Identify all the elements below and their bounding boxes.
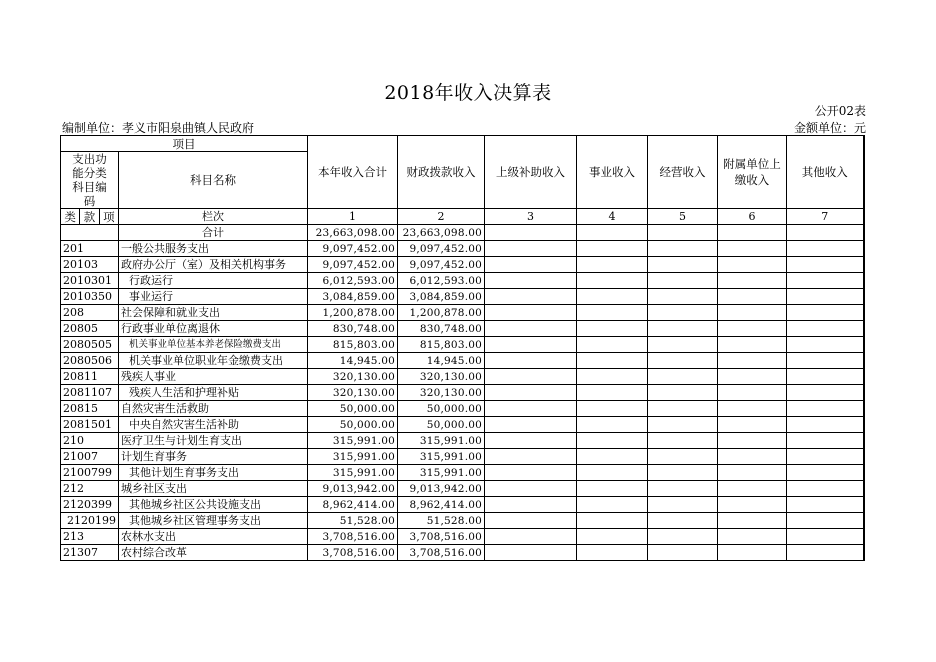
col-number-1: 1 [308, 209, 398, 225]
row-amount-2: 50,000.00 [398, 417, 485, 433]
row-amount-7 [787, 401, 864, 417]
row-amount-4 [577, 273, 648, 289]
header-col-6 [718, 136, 787, 209]
header-lei: 类 [61, 209, 80, 225]
row-amount-7 [787, 369, 864, 385]
header-col-3: 上级补助收入 [485, 136, 577, 209]
row-amount-6 [718, 289, 787, 305]
row-amount-7 [787, 497, 864, 513]
row-amount-1: 8,962,414.00 [308, 497, 398, 513]
row-subject-name: 行政事业单位离退休 [119, 321, 308, 337]
row-amount-3 [485, 321, 577, 337]
income-table [60, 135, 865, 561]
row-amount-5 [648, 257, 718, 273]
row-amount-1: 830,748.00 [308, 321, 398, 337]
row-amount-7 [787, 433, 864, 449]
row-amount-2: 815,803.00 [398, 337, 485, 353]
row-amount-1: 815,803.00 [308, 337, 398, 353]
col-number-7: 7 [787, 209, 864, 225]
row-subject-name: 一般公共服务支出 [119, 241, 308, 257]
row-subject-name: 计划生育事务 [119, 449, 308, 465]
row-amount-6 [718, 337, 787, 353]
row-amount-6 [718, 513, 787, 529]
row-amount-6 [718, 545, 787, 561]
row-amount-7 [787, 449, 864, 465]
amount-unit: 金额单位：元 [793, 121, 866, 135]
row-amount-6 [718, 401, 787, 417]
total-c6 [718, 225, 787, 241]
row-amount-6 [718, 273, 787, 289]
row-amount-2: 3,708,516.00 [398, 545, 485, 561]
header-subject-name: 科目名称 [119, 152, 308, 209]
row-subject-name: 其他计划生育事务支出 [119, 465, 308, 481]
header-xiangmu: 项目 [61, 136, 308, 152]
row-subject-name: 行政运行 [119, 273, 308, 289]
row-amount-4 [577, 545, 648, 561]
row-amount-1: 14,945.00 [308, 353, 398, 369]
row-code: 2080506 [61, 353, 119, 369]
header-func-code [61, 152, 119, 209]
total-c1: 23,663,098.00 [308, 225, 398, 241]
table-row [61, 401, 864, 417]
table-code: 公开02表 [814, 104, 866, 118]
report-title: 2018年收入决算表 [384, 82, 552, 104]
row-amount-4 [577, 353, 648, 369]
row-amount-4 [577, 321, 648, 337]
row-amount-6 [718, 241, 787, 257]
row-amount-3 [485, 385, 577, 401]
row-amount-1: 50,000.00 [308, 417, 398, 433]
row-amount-2: 50,000.00 [398, 401, 485, 417]
row-subject-name: 医疗卫生与计划生育支出 [119, 433, 308, 449]
total-c4 [577, 225, 648, 241]
row-code: 20103 [61, 257, 119, 273]
row-amount-7 [787, 353, 864, 369]
row-amount-6 [718, 465, 787, 481]
row-amount-1: 50,000.00 [308, 401, 398, 417]
row-subject-name: 残疾人生活和护理补贴 [119, 385, 308, 401]
row-amount-3 [485, 433, 577, 449]
row-amount-3 [485, 273, 577, 289]
row-amount-2: 315,991.00 [398, 433, 485, 449]
row-code: 21007 [61, 449, 119, 465]
row-code: 2120199 [61, 513, 119, 529]
row-amount-2: 3,084,859.00 [398, 289, 485, 305]
row-code: 20805 [61, 321, 119, 337]
row-amount-6 [718, 353, 787, 369]
table-row [61, 433, 864, 449]
row-subject-name: 自然灾害生活救助 [119, 401, 308, 417]
header-xiang: 项 [99, 209, 118, 225]
row-amount-1: 320,130.00 [308, 369, 398, 385]
row-amount-7 [787, 241, 864, 257]
row-amount-5 [648, 417, 718, 433]
row-amount-5 [648, 289, 718, 305]
row-amount-3 [485, 481, 577, 497]
prepared-by: 编制单位：孝义市阳泉曲镇人民政府 [62, 121, 255, 135]
row-subject-name: 农林水支出 [119, 529, 308, 545]
header-row-4 [61, 209, 864, 225]
row-amount-5 [648, 353, 718, 369]
row-amount-1: 3,084,859.00 [308, 289, 398, 305]
row-amount-2: 6,012,593.00 [398, 273, 485, 289]
row-amount-1: 315,991.00 [308, 433, 398, 449]
row-amount-3 [485, 545, 577, 561]
row-amount-1: 3,708,516.00 [308, 529, 398, 545]
header-col-4: 事业收入 [577, 136, 648, 209]
table-row [61, 353, 864, 369]
row-amount-4 [577, 449, 648, 465]
row-amount-7 [787, 305, 864, 321]
row-subject-name: 事业运行 [119, 289, 308, 305]
row-subject-name: 城乡社区支出 [119, 481, 308, 497]
row-amount-4 [577, 513, 648, 529]
row-amount-4 [577, 433, 648, 449]
row-code: 2100799 [61, 465, 119, 481]
table-row [61, 241, 864, 257]
table-row [61, 273, 864, 289]
row-amount-2: 9,013,942.00 [398, 481, 485, 497]
row-amount-5 [648, 273, 718, 289]
row-amount-3 [485, 353, 577, 369]
row-amount-7 [787, 337, 864, 353]
row-subject-name: 农村综合改革 [119, 545, 308, 561]
row-amount-1: 1,200,878.00 [308, 305, 398, 321]
row-amount-4 [577, 497, 648, 513]
row-amount-4 [577, 369, 648, 385]
row-amount-7 [787, 385, 864, 401]
row-subject-name: 机关事业单位职业年金缴费支出 [119, 353, 308, 369]
row-amount-3 [485, 401, 577, 417]
table-row [61, 321, 864, 337]
col-number-4: 4 [577, 209, 648, 225]
row-amount-3 [485, 449, 577, 465]
row-amount-1: 9,097,452.00 [308, 257, 398, 273]
row-amount-5 [648, 433, 718, 449]
row-amount-7 [787, 513, 864, 529]
row-code: 210 [61, 433, 119, 449]
row-amount-6 [718, 529, 787, 545]
row-amount-3 [485, 497, 577, 513]
row-amount-1: 315,991.00 [308, 465, 398, 481]
row-code: 208 [61, 305, 119, 321]
row-amount-5 [648, 481, 718, 497]
row-amount-6 [718, 417, 787, 433]
header-col-6-text: 附属单位上缴收入 [723, 157, 781, 187]
row-amount-5 [648, 545, 718, 561]
row-amount-4 [577, 529, 648, 545]
row-amount-7 [787, 529, 864, 545]
table-row [61, 465, 864, 481]
row-amount-4 [577, 289, 648, 305]
row-amount-5 [648, 305, 718, 321]
row-amount-4 [577, 481, 648, 497]
table-row [61, 417, 864, 433]
row-amount-6 [718, 305, 787, 321]
row-amount-7 [787, 545, 864, 561]
row-amount-2: 315,991.00 [398, 449, 485, 465]
row-subject-name: 中央自然灾害生活补助 [119, 417, 308, 433]
row-code: 21307 [61, 545, 119, 561]
row-amount-3 [485, 529, 577, 545]
row-subject-name: 其他城乡社区公共设施支出 [119, 497, 308, 513]
row-amount-5 [648, 337, 718, 353]
total-c7 [787, 225, 864, 241]
row-amount-3 [485, 257, 577, 273]
total-label: 合计 [119, 225, 308, 241]
row-amount-2: 51,528.00 [398, 513, 485, 529]
row-amount-5 [648, 385, 718, 401]
header-lanci: 栏次 [119, 209, 308, 225]
row-amount-5 [648, 465, 718, 481]
row-code: 2010301 [61, 273, 119, 289]
row-amount-2: 320,130.00 [398, 369, 485, 385]
table-row [61, 497, 864, 513]
row-amount-6 [718, 497, 787, 513]
row-amount-5 [648, 369, 718, 385]
row-code: 2081107 [61, 385, 119, 401]
row-amount-3 [485, 337, 577, 353]
col-number-2: 2 [398, 209, 485, 225]
row-amount-7 [787, 289, 864, 305]
row-amount-5 [648, 497, 718, 513]
col-number-5: 5 [648, 209, 718, 225]
row-code: 213 [61, 529, 119, 545]
row-amount-5 [648, 449, 718, 465]
row-amount-3 [485, 289, 577, 305]
row-amount-3 [485, 465, 577, 481]
row-amount-2: 9,097,452.00 [398, 257, 485, 273]
table-row [61, 289, 864, 305]
row-amount-3 [485, 305, 577, 321]
total-c5 [648, 225, 718, 241]
row-code: 2081501 [61, 417, 119, 433]
row-code: 212 [61, 481, 119, 497]
row-amount-7 [787, 273, 864, 289]
header-col-2: 财政拨款收入 [398, 136, 485, 209]
header-col-1: 本年收入合计 [308, 136, 398, 209]
row-amount-7 [787, 257, 864, 273]
header-func-code-text: 支出功能分类科目编码 [72, 152, 107, 208]
row-subject-name: 残疾人事业 [119, 369, 308, 385]
col-number-3: 3 [485, 209, 577, 225]
row-amount-6 [718, 433, 787, 449]
row-amount-2: 8,962,414.00 [398, 497, 485, 513]
row-amount-4 [577, 305, 648, 321]
row-amount-1: 315,991.00 [308, 449, 398, 465]
table-row [61, 305, 864, 321]
row-amount-4 [577, 465, 648, 481]
total-c2: 23,663,098.00 [398, 225, 485, 241]
row-amount-6 [718, 385, 787, 401]
table-row [61, 449, 864, 465]
row-amount-3 [485, 241, 577, 257]
row-amount-4 [577, 401, 648, 417]
row-amount-1: 3,708,516.00 [308, 545, 398, 561]
row-amount-5 [648, 241, 718, 257]
row-amount-6 [718, 257, 787, 273]
row-amount-2: 1,200,878.00 [398, 305, 485, 321]
row-amount-5 [648, 401, 718, 417]
total-code-cell [61, 225, 119, 241]
row-amount-4 [577, 241, 648, 257]
row-amount-2: 14,945.00 [398, 353, 485, 369]
row-amount-6 [718, 369, 787, 385]
row-amount-1: 51,528.00 [308, 513, 398, 529]
row-amount-2: 830,748.00 [398, 321, 485, 337]
row-code: 20815 [61, 401, 119, 417]
table-row [61, 545, 864, 561]
row-code: 2120399 [61, 497, 119, 513]
header-kuan: 款 [80, 209, 99, 225]
row-amount-6 [718, 321, 787, 337]
row-amount-3 [485, 417, 577, 433]
row-amount-4 [577, 257, 648, 273]
total-row [61, 225, 864, 241]
row-amount-3 [485, 513, 577, 529]
table-row [61, 529, 864, 545]
row-amount-4 [577, 417, 648, 433]
row-amount-1: 9,013,942.00 [308, 481, 398, 497]
row-amount-5 [648, 513, 718, 529]
row-amount-7 [787, 321, 864, 337]
total-c3 [485, 225, 577, 241]
row-amount-2: 9,097,452.00 [398, 241, 485, 257]
row-amount-7 [787, 465, 864, 481]
header-col-7: 其他收入 [787, 136, 864, 209]
table-row [61, 257, 864, 273]
row-amount-4 [577, 385, 648, 401]
row-amount-7 [787, 417, 864, 433]
row-code: 2010350 [61, 289, 119, 305]
header-row-1 [61, 136, 864, 152]
row-amount-2: 3,708,516.00 [398, 529, 485, 545]
row-subject-name: 其他城乡社区管理事务支出 [119, 513, 308, 529]
row-amount-6 [718, 449, 787, 465]
row-amount-1: 6,012,593.00 [308, 273, 398, 289]
table-row [61, 385, 864, 401]
row-amount-2: 315,991.00 [398, 465, 485, 481]
col-number-6: 6 [718, 209, 787, 225]
row-code: 20811 [61, 369, 119, 385]
header-col-5: 经营收入 [648, 136, 718, 209]
data-rows [61, 241, 864, 561]
row-subject-name: 社会保障和就业支出 [119, 305, 308, 321]
table-row [61, 369, 864, 385]
row-amount-6 [718, 481, 787, 497]
row-amount-1: 9,097,452.00 [308, 241, 398, 257]
row-amount-5 [648, 321, 718, 337]
row-amount-7 [787, 481, 864, 497]
row-amount-3 [485, 369, 577, 385]
table-row [61, 513, 864, 529]
row-subject-name: 政府办公厅（室）及相关机构事务 [119, 257, 308, 273]
row-amount-5 [648, 529, 718, 545]
row-amount-2: 320,130.00 [398, 385, 485, 401]
row-code: 201 [61, 241, 119, 257]
row-amount-4 [577, 337, 648, 353]
row-amount-1: 320,130.00 [308, 385, 398, 401]
table-row [61, 481, 864, 497]
row-code: 2080505 [61, 337, 119, 353]
table-row [61, 337, 864, 353]
row-subject-name: 机关事业单位基本养老保险缴费支出 [119, 337, 308, 353]
